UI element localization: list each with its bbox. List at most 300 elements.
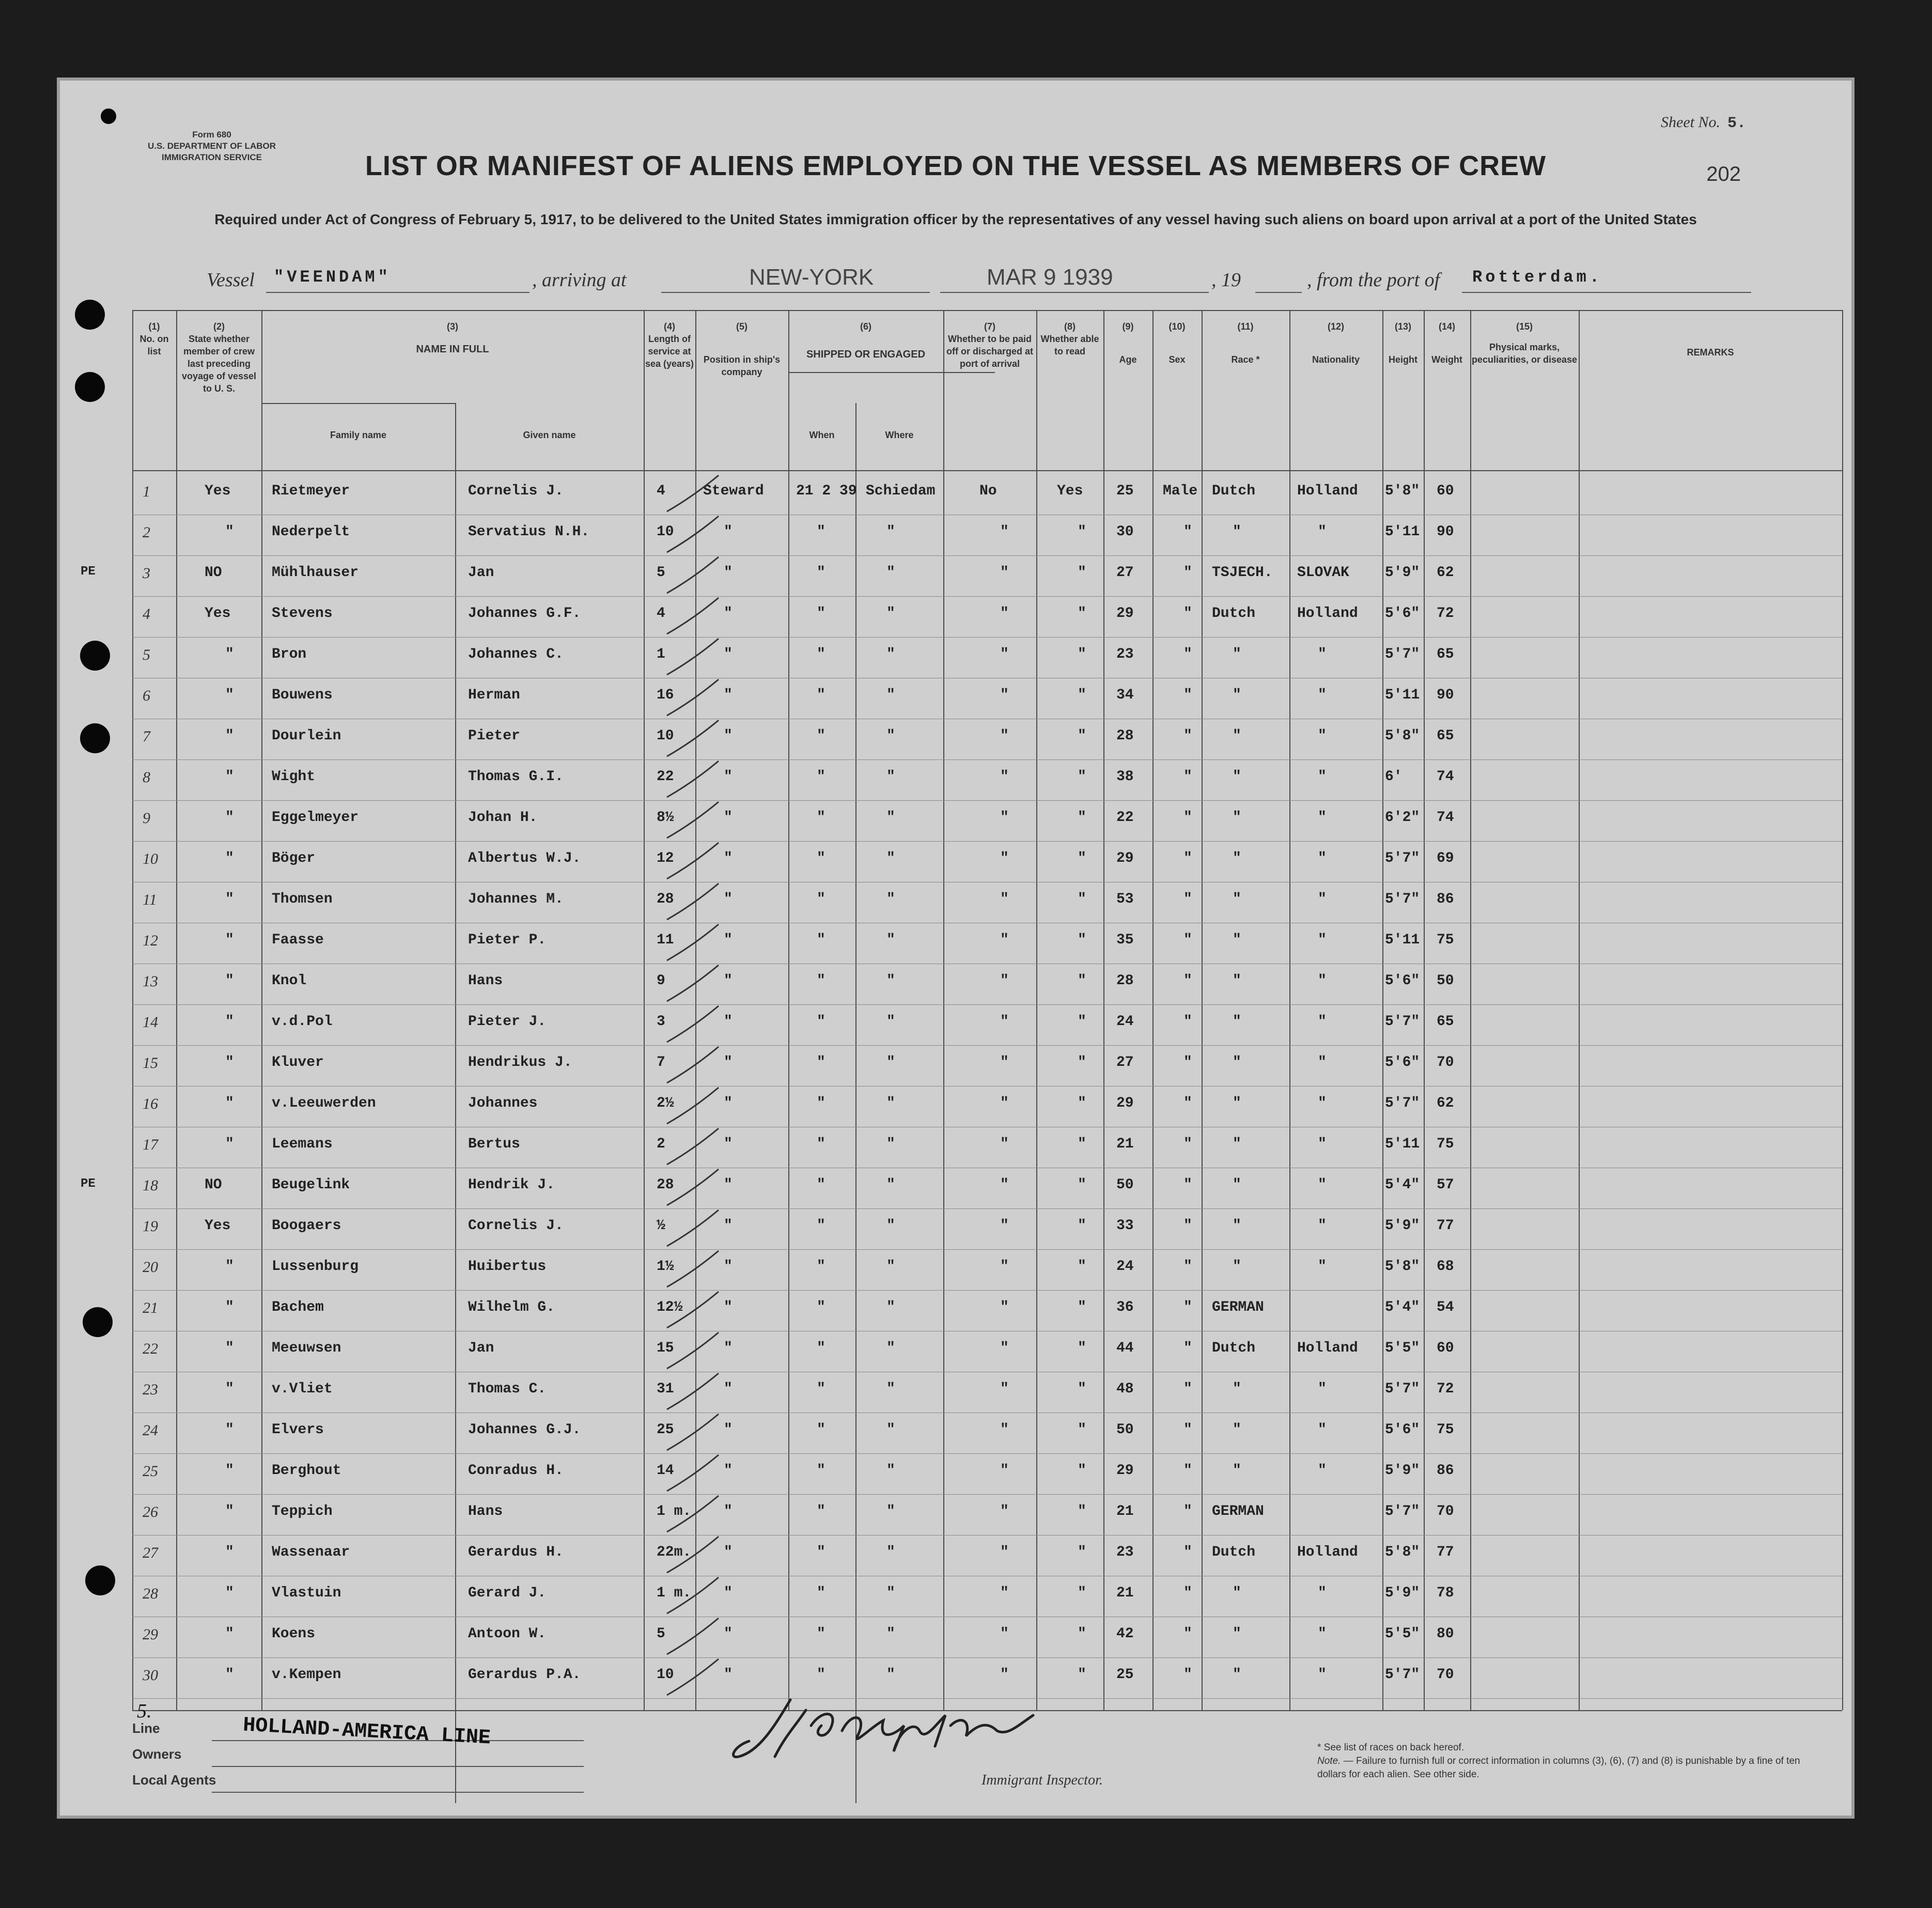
row-number: 25 bbox=[143, 1463, 158, 1480]
sex-cell: " bbox=[1183, 1218, 1192, 1234]
service-cell: 31 bbox=[657, 1381, 674, 1397]
col-marks-header: (15) Physical marks, peculiarities, or disease bbox=[1471, 321, 1578, 365]
race-cell: Dutch bbox=[1212, 483, 1256, 499]
given-name-cell: Johannes bbox=[468, 1095, 538, 1111]
service-cell: 15 bbox=[657, 1340, 674, 1356]
family-name-cell: Böger bbox=[272, 850, 316, 866]
weight-cell: 74 bbox=[1437, 769, 1454, 785]
arrival-port: NEW-YORK bbox=[749, 265, 874, 290]
age-cell: 53 bbox=[1116, 891, 1134, 907]
race-cell: " bbox=[1233, 1463, 1241, 1479]
sex-cell: " bbox=[1183, 1626, 1192, 1642]
row-number: 7 bbox=[143, 728, 150, 745]
shipped-where-cell: " bbox=[886, 1626, 895, 1642]
family-name-cell: Bouwens bbox=[272, 687, 333, 703]
shipped-when-cell: " bbox=[817, 932, 825, 948]
prev-voyage-cell: " bbox=[225, 1626, 234, 1642]
read-cell: " bbox=[1078, 932, 1086, 948]
sex-cell: " bbox=[1183, 1503, 1192, 1519]
weight-cell: 78 bbox=[1437, 1585, 1454, 1601]
paid-off-cell: " bbox=[1000, 973, 1009, 989]
shipped-when-cell: " bbox=[817, 891, 825, 907]
family-name-cell: Meeuwsen bbox=[272, 1340, 341, 1356]
sex-cell: " bbox=[1183, 1667, 1192, 1683]
age-cell: 44 bbox=[1116, 1340, 1134, 1356]
form-number: Form 680 bbox=[192, 130, 231, 139]
height-cell: 5'11 bbox=[1385, 932, 1420, 948]
owners-label: Owners bbox=[132, 1746, 182, 1762]
position-cell: " bbox=[724, 891, 733, 907]
row-number: 20 bbox=[143, 1259, 158, 1276]
age-cell: 36 bbox=[1116, 1299, 1134, 1315]
sex-cell: " bbox=[1183, 1054, 1192, 1071]
nationality-cell: " bbox=[1318, 891, 1327, 907]
given-name-cell: Huibertus bbox=[468, 1259, 547, 1275]
position-cell: " bbox=[724, 687, 733, 703]
given-name-cell: Thomas C. bbox=[468, 1381, 547, 1397]
vessel-line bbox=[207, 263, 1808, 300]
service-cell: 1 m. bbox=[657, 1585, 692, 1601]
margin-annotation: PE bbox=[81, 1177, 96, 1191]
race-cell: " bbox=[1233, 646, 1241, 662]
family-name-cell: Thomsen bbox=[272, 891, 333, 907]
sex-cell: " bbox=[1183, 1014, 1192, 1030]
position-cell: " bbox=[724, 973, 733, 989]
service-cell: 10 bbox=[657, 1667, 674, 1683]
read-cell: " bbox=[1078, 1667, 1086, 1683]
position-cell: Steward bbox=[703, 483, 764, 499]
race-cell: " bbox=[1233, 1626, 1241, 1642]
arrival-date: MAR 9 1939 bbox=[987, 265, 1113, 290]
race-cell: " bbox=[1233, 1381, 1241, 1397]
weight-cell: 86 bbox=[1437, 1463, 1454, 1479]
col-where-header: Where bbox=[885, 430, 914, 440]
page-subtitle: Required under Act of Congress of February 5, 1917, to be delivered to the United States immigration officer by the representatives of any vessel having such aliens on board upon arrival at a port of the United States bbox=[214, 211, 1697, 227]
service-cell: 12 bbox=[657, 850, 674, 866]
row-number: 23 bbox=[143, 1381, 158, 1398]
nationality-cell: " bbox=[1318, 1054, 1327, 1071]
weight-cell: 86 bbox=[1437, 891, 1454, 907]
check-stroke bbox=[664, 1289, 721, 1330]
year-label: , 19 bbox=[1211, 269, 1241, 291]
col-nationality-header: (12) Nationality bbox=[1312, 321, 1360, 365]
read-cell: " bbox=[1078, 565, 1086, 581]
row-number: 28 bbox=[143, 1585, 158, 1602]
nationality-cell: " bbox=[1318, 850, 1327, 866]
check-stroke bbox=[664, 1493, 721, 1534]
paid-off-cell: " bbox=[1000, 1463, 1009, 1479]
check-stroke bbox=[664, 1616, 721, 1657]
position-cell: " bbox=[724, 1177, 733, 1193]
prev-voyage-cell: " bbox=[225, 1667, 234, 1683]
row-number: 27 bbox=[143, 1544, 158, 1561]
weight-cell: 72 bbox=[1437, 1381, 1454, 1397]
family-name-cell: Rietmeyer bbox=[272, 483, 350, 499]
col-position-header: (5) Position in ship's company bbox=[703, 321, 781, 377]
sex-cell: " bbox=[1183, 606, 1192, 622]
race-cell: " bbox=[1233, 1014, 1241, 1030]
sex-cell: " bbox=[1183, 1095, 1192, 1111]
nationality-cell: SLOVAK bbox=[1297, 565, 1349, 581]
vessel-name: "VEENDAM" bbox=[274, 268, 391, 287]
paid-off-cell: " bbox=[1000, 687, 1009, 703]
read-cell: " bbox=[1078, 1626, 1086, 1642]
service-cell: 5 bbox=[657, 565, 665, 581]
col-read-header: (8) Whether able to read bbox=[1040, 321, 1099, 356]
sex-cell: " bbox=[1183, 1136, 1192, 1152]
family-name-cell: Koens bbox=[272, 1626, 316, 1642]
height-cell: 5'9" bbox=[1385, 565, 1420, 581]
height-cell: 5'9" bbox=[1385, 1463, 1420, 1479]
row-number: 16 bbox=[143, 1095, 158, 1112]
family-name-cell: Berghout bbox=[272, 1463, 341, 1479]
nationality-cell: Holland bbox=[1297, 483, 1358, 499]
service-cell: 2 bbox=[657, 1136, 665, 1152]
check-stroke bbox=[664, 1534, 721, 1575]
prev-voyage-cell: " bbox=[225, 810, 234, 826]
weight-cell: 69 bbox=[1437, 850, 1454, 866]
height-cell: 5'7" bbox=[1385, 646, 1420, 662]
height-cell: 5'11 bbox=[1385, 1136, 1420, 1152]
shipped-when-cell: " bbox=[817, 1136, 825, 1152]
shipped-where-cell: " bbox=[886, 1054, 895, 1071]
shipped-when-cell: " bbox=[817, 524, 825, 540]
family-name-cell: Elvers bbox=[272, 1422, 324, 1438]
age-cell: 42 bbox=[1116, 1626, 1134, 1642]
fine-note: — Failure to furnish full or correct information in columns (3), (6), (7) and (8) is punishable by a fine of ten dollars for each alien. See other side. bbox=[1317, 1756, 1800, 1780]
shipped-where-cell: " bbox=[886, 1218, 895, 1234]
row-number: 9 bbox=[143, 810, 150, 827]
given-name-cell: Jan bbox=[468, 1340, 494, 1356]
given-name-cell: Bertus bbox=[468, 1136, 520, 1152]
prev-voyage-cell: Yes bbox=[205, 1218, 231, 1234]
read-cell: " bbox=[1078, 1054, 1086, 1071]
row-number: 5 bbox=[143, 646, 150, 663]
race-cell: " bbox=[1233, 1218, 1241, 1234]
height-cell: 5'11 bbox=[1385, 687, 1420, 703]
race-cell: " bbox=[1233, 932, 1241, 948]
prev-voyage-cell: " bbox=[225, 1585, 234, 1601]
paid-off-cell: " bbox=[1000, 565, 1009, 581]
given-name-cell: Gerardus H. bbox=[468, 1544, 564, 1560]
weight-cell: 65 bbox=[1437, 646, 1454, 662]
prev-voyage-cell: " bbox=[225, 1422, 234, 1438]
shipped-where-cell: " bbox=[886, 1136, 895, 1152]
shipped-when-cell: " bbox=[817, 1626, 825, 1642]
shipped-when-cell: " bbox=[817, 1218, 825, 1234]
shipped-where-cell: " bbox=[886, 932, 895, 948]
family-name-cell: v.Leeuwerden bbox=[272, 1095, 376, 1111]
height-cell: 5'8" bbox=[1385, 1259, 1420, 1275]
shipped-when-cell: " bbox=[817, 810, 825, 826]
age-cell: 50 bbox=[1116, 1177, 1134, 1193]
row-number: 6 bbox=[143, 687, 150, 704]
races-note: * See list of races on back hereof. bbox=[1317, 1742, 1464, 1753]
footer-labels bbox=[132, 1715, 216, 1793]
position-cell: " bbox=[724, 1095, 733, 1111]
weight-cell: 65 bbox=[1437, 728, 1454, 744]
read-cell: " bbox=[1078, 1014, 1086, 1030]
check-stroke bbox=[664, 1126, 721, 1167]
shipped-when-cell: " bbox=[817, 646, 825, 662]
read-cell: " bbox=[1078, 1177, 1086, 1193]
weight-cell: 90 bbox=[1437, 687, 1454, 703]
given-name-cell: Servatius N.H. bbox=[468, 524, 590, 540]
race-cell: " bbox=[1233, 769, 1241, 785]
check-stroke bbox=[664, 963, 721, 1004]
read-cell: " bbox=[1078, 769, 1086, 785]
prev-voyage-cell: " bbox=[225, 1544, 234, 1560]
height-cell: 5'5" bbox=[1385, 1340, 1420, 1356]
height-cell: 6'2" bbox=[1385, 810, 1420, 826]
family-name-cell: v.d.Pol bbox=[272, 1014, 333, 1030]
age-cell: 24 bbox=[1116, 1014, 1134, 1030]
position-cell: " bbox=[724, 646, 733, 662]
paid-off-cell: " bbox=[1000, 1299, 1009, 1315]
age-cell: 21 bbox=[1116, 1503, 1134, 1519]
read-cell: " bbox=[1078, 728, 1086, 744]
height-cell: 5'6" bbox=[1385, 1422, 1420, 1438]
sex-cell: " bbox=[1183, 1544, 1192, 1560]
check-stroke bbox=[664, 677, 721, 718]
service-cell: 4 bbox=[657, 606, 665, 622]
manifest-sheet bbox=[57, 77, 1855, 1819]
prev-voyage-cell: " bbox=[225, 1340, 234, 1356]
weight-cell: 72 bbox=[1437, 606, 1454, 622]
prev-voyage-cell: " bbox=[225, 1136, 234, 1152]
service-cell: 1 m. bbox=[657, 1503, 692, 1519]
race-cell: " bbox=[1233, 1054, 1241, 1071]
paid-off-cell: " bbox=[1000, 646, 1009, 662]
height-cell: 5'4" bbox=[1385, 1177, 1420, 1193]
age-cell: 29 bbox=[1116, 1095, 1134, 1111]
col-age-header: (9) Age bbox=[1119, 321, 1137, 365]
stamp-number: 202 bbox=[1706, 163, 1741, 185]
check-stroke bbox=[664, 1207, 721, 1249]
shipped-where-cell: " bbox=[886, 1340, 895, 1356]
nationality-cell: " bbox=[1318, 1626, 1327, 1642]
given-name-cell: Herman bbox=[468, 687, 520, 703]
given-name-cell: Gerard J. bbox=[468, 1585, 547, 1601]
row-number: 29 bbox=[143, 1626, 158, 1643]
age-cell: 29 bbox=[1116, 606, 1134, 622]
service-cell: 28 bbox=[657, 891, 674, 907]
check-stroke bbox=[664, 718, 721, 759]
weight-cell: 77 bbox=[1437, 1218, 1454, 1234]
prev-voyage-cell: Yes bbox=[205, 483, 231, 499]
sheet-value: 5. bbox=[1727, 115, 1746, 132]
race-cell: GERMAN bbox=[1212, 1299, 1264, 1315]
read-cell: Yes bbox=[1057, 483, 1083, 499]
shipped-when-cell: " bbox=[817, 565, 825, 581]
read-cell: " bbox=[1078, 1503, 1086, 1519]
shipped-when-cell: " bbox=[817, 1259, 825, 1275]
shipped-where-cell: " bbox=[886, 810, 895, 826]
sex-cell: " bbox=[1183, 932, 1192, 948]
height-cell: 5'9" bbox=[1385, 1585, 1420, 1601]
position-cell: " bbox=[724, 524, 733, 540]
race-cell: " bbox=[1233, 728, 1241, 744]
arriving-label: , arriving at bbox=[532, 269, 627, 291]
check-stroke bbox=[664, 881, 721, 922]
sex-cell: " bbox=[1183, 646, 1192, 662]
row-number: 1 bbox=[143, 483, 150, 500]
age-cell: 29 bbox=[1116, 850, 1134, 866]
read-cell: " bbox=[1078, 1340, 1086, 1356]
row-number: 15 bbox=[143, 1054, 158, 1072]
sex-cell: " bbox=[1183, 769, 1192, 785]
weight-cell: 70 bbox=[1437, 1503, 1454, 1519]
height-cell: 5'7" bbox=[1385, 1503, 1420, 1519]
shipped-where-cell: " bbox=[886, 606, 895, 622]
check-stroke bbox=[664, 1003, 721, 1045]
sex-cell: " bbox=[1183, 1422, 1192, 1438]
race-cell: TSJECH. bbox=[1212, 565, 1273, 581]
prev-voyage-cell: " bbox=[225, 932, 234, 948]
paid-off-cell: " bbox=[1000, 1340, 1009, 1356]
given-name-cell: Pieter J. bbox=[468, 1014, 547, 1030]
prev-voyage-cell: " bbox=[225, 1259, 234, 1275]
shipped-where-cell: " bbox=[886, 891, 895, 907]
prev-voyage-cell: " bbox=[225, 850, 234, 866]
weight-cell: 70 bbox=[1437, 1054, 1454, 1071]
inspector-signature bbox=[728, 1679, 1049, 1772]
page-title: LIST OR MANIFEST OF ALIENS EMPLOYED ON THE VESSEL AS MEMBERS OF CREW bbox=[365, 150, 1547, 181]
family-name-cell: Dourlein bbox=[272, 728, 341, 744]
weight-cell: 57 bbox=[1437, 1177, 1454, 1193]
check-stroke bbox=[664, 1044, 721, 1085]
col-weight-header: (14) Weight bbox=[1431, 321, 1462, 365]
family-name-cell: Bron bbox=[272, 646, 307, 662]
shipped-when-cell: " bbox=[817, 1463, 825, 1479]
paid-off-cell: " bbox=[1000, 1503, 1009, 1519]
read-cell: " bbox=[1078, 1422, 1086, 1438]
sex-cell: Male bbox=[1163, 483, 1198, 499]
col-given-name-header: Given name bbox=[523, 430, 576, 440]
age-cell: 21 bbox=[1116, 1585, 1134, 1601]
shipped-where-cell: " bbox=[886, 565, 895, 581]
paid-off-cell: " bbox=[1000, 810, 1009, 826]
position-cell: " bbox=[724, 1299, 733, 1315]
service-cell: 14 bbox=[657, 1463, 674, 1479]
shipped-where-cell: " bbox=[886, 1422, 895, 1438]
given-name-cell: Albertus W.J. bbox=[468, 850, 581, 866]
nationality-cell: " bbox=[1318, 973, 1327, 989]
row-number: 17 bbox=[143, 1136, 158, 1153]
paid-off-cell: " bbox=[1000, 1626, 1009, 1642]
nationality-cell: " bbox=[1318, 1259, 1327, 1275]
agents-label: Local Agents bbox=[132, 1772, 216, 1788]
service-cell: 22m. bbox=[657, 1544, 692, 1560]
family-name-cell: Mühlhauser bbox=[272, 565, 359, 581]
shipped-when-cell: " bbox=[817, 850, 825, 866]
race-cell: " bbox=[1233, 1259, 1241, 1275]
punch-hole bbox=[80, 723, 110, 753]
row-number: 11 bbox=[143, 891, 157, 908]
shipped-when-cell: 21 2 39 bbox=[796, 483, 857, 499]
row-number: 14 bbox=[143, 1014, 158, 1031]
shipped-where-cell: " bbox=[886, 1259, 895, 1275]
race-cell: " bbox=[1233, 1177, 1241, 1193]
read-cell: " bbox=[1078, 1095, 1086, 1111]
sex-cell: " bbox=[1183, 810, 1192, 826]
punch-hole bbox=[75, 372, 105, 402]
nationality-cell: " bbox=[1318, 769, 1327, 785]
paid-off-cell: " bbox=[1000, 1259, 1009, 1275]
weight-cell: 80 bbox=[1437, 1626, 1454, 1642]
paid-off-cell: " bbox=[1000, 524, 1009, 540]
family-name-cell: Stevens bbox=[272, 606, 333, 622]
sex-cell: " bbox=[1183, 1381, 1192, 1397]
punch-hole bbox=[80, 641, 110, 671]
race-cell: " bbox=[1233, 1136, 1241, 1152]
family-name-cell: Beugelink bbox=[272, 1177, 350, 1193]
sex-cell: " bbox=[1183, 524, 1192, 540]
position-cell: " bbox=[724, 1503, 733, 1519]
weight-cell: 50 bbox=[1437, 973, 1454, 989]
shipped-where-cell: " bbox=[886, 1463, 895, 1479]
sex-cell: " bbox=[1183, 1299, 1192, 1315]
position-cell: " bbox=[724, 1463, 733, 1479]
service-cell: 12½ bbox=[657, 1299, 683, 1315]
height-cell: 5'7" bbox=[1385, 1095, 1420, 1111]
paid-off-cell: " bbox=[1000, 606, 1009, 622]
race-cell: " bbox=[1233, 1095, 1241, 1111]
prev-voyage-cell: " bbox=[225, 1054, 234, 1071]
given-name-cell: Hendrik J. bbox=[468, 1177, 555, 1193]
read-cell: " bbox=[1078, 1299, 1086, 1315]
weight-cell: 75 bbox=[1437, 932, 1454, 948]
row-number: 30 bbox=[143, 1667, 158, 1684]
position-cell: " bbox=[724, 1585, 733, 1601]
shipped-where-cell: " bbox=[886, 1177, 895, 1193]
prev-voyage-cell: " bbox=[225, 728, 234, 744]
col-prev-voyage-header: (2) State whether member of crew last preceding voyage of vessel to U. S. bbox=[181, 321, 257, 394]
shipped-where-cell: " bbox=[886, 687, 895, 703]
shipped-where-cell: " bbox=[886, 1544, 895, 1560]
shipped-when-cell: " bbox=[817, 687, 825, 703]
weight-cell: 62 bbox=[1437, 565, 1454, 581]
given-name-cell: Antoon W. bbox=[468, 1626, 547, 1642]
nationality-cell: " bbox=[1318, 1095, 1327, 1111]
height-cell: 5'8" bbox=[1385, 483, 1420, 499]
sex-cell: " bbox=[1183, 1340, 1192, 1356]
shipped-where-cell: " bbox=[886, 1014, 895, 1030]
shipped-where-cell: Schiedam bbox=[866, 483, 936, 499]
col-number-header: (1) No. on list bbox=[139, 321, 169, 356]
position-cell: " bbox=[724, 1014, 733, 1030]
age-cell: 33 bbox=[1116, 1218, 1134, 1234]
prev-voyage-cell: " bbox=[225, 891, 234, 907]
check-stroke bbox=[664, 922, 721, 963]
sex-cell: " bbox=[1183, 687, 1192, 703]
given-name-cell: Jan bbox=[468, 565, 494, 581]
col-sex-header: (10) Sex bbox=[1168, 321, 1186, 365]
sex-cell: " bbox=[1183, 850, 1192, 866]
weight-cell: 65 bbox=[1437, 1014, 1454, 1030]
nationality-cell: " bbox=[1318, 1422, 1327, 1438]
given-name-cell: Johannes G.F. bbox=[468, 606, 581, 622]
position-cell: " bbox=[724, 1054, 733, 1071]
shipped-when-cell: " bbox=[817, 606, 825, 622]
footer-note bbox=[1317, 1741, 1824, 1781]
family-name-cell: Wight bbox=[272, 769, 316, 785]
check-stroke bbox=[664, 1452, 721, 1494]
nationality-cell: " bbox=[1318, 1463, 1327, 1479]
race-cell: " bbox=[1233, 810, 1241, 826]
given-name-cell: Conradus H. bbox=[468, 1463, 564, 1479]
height-cell: 5'7" bbox=[1385, 1381, 1420, 1397]
